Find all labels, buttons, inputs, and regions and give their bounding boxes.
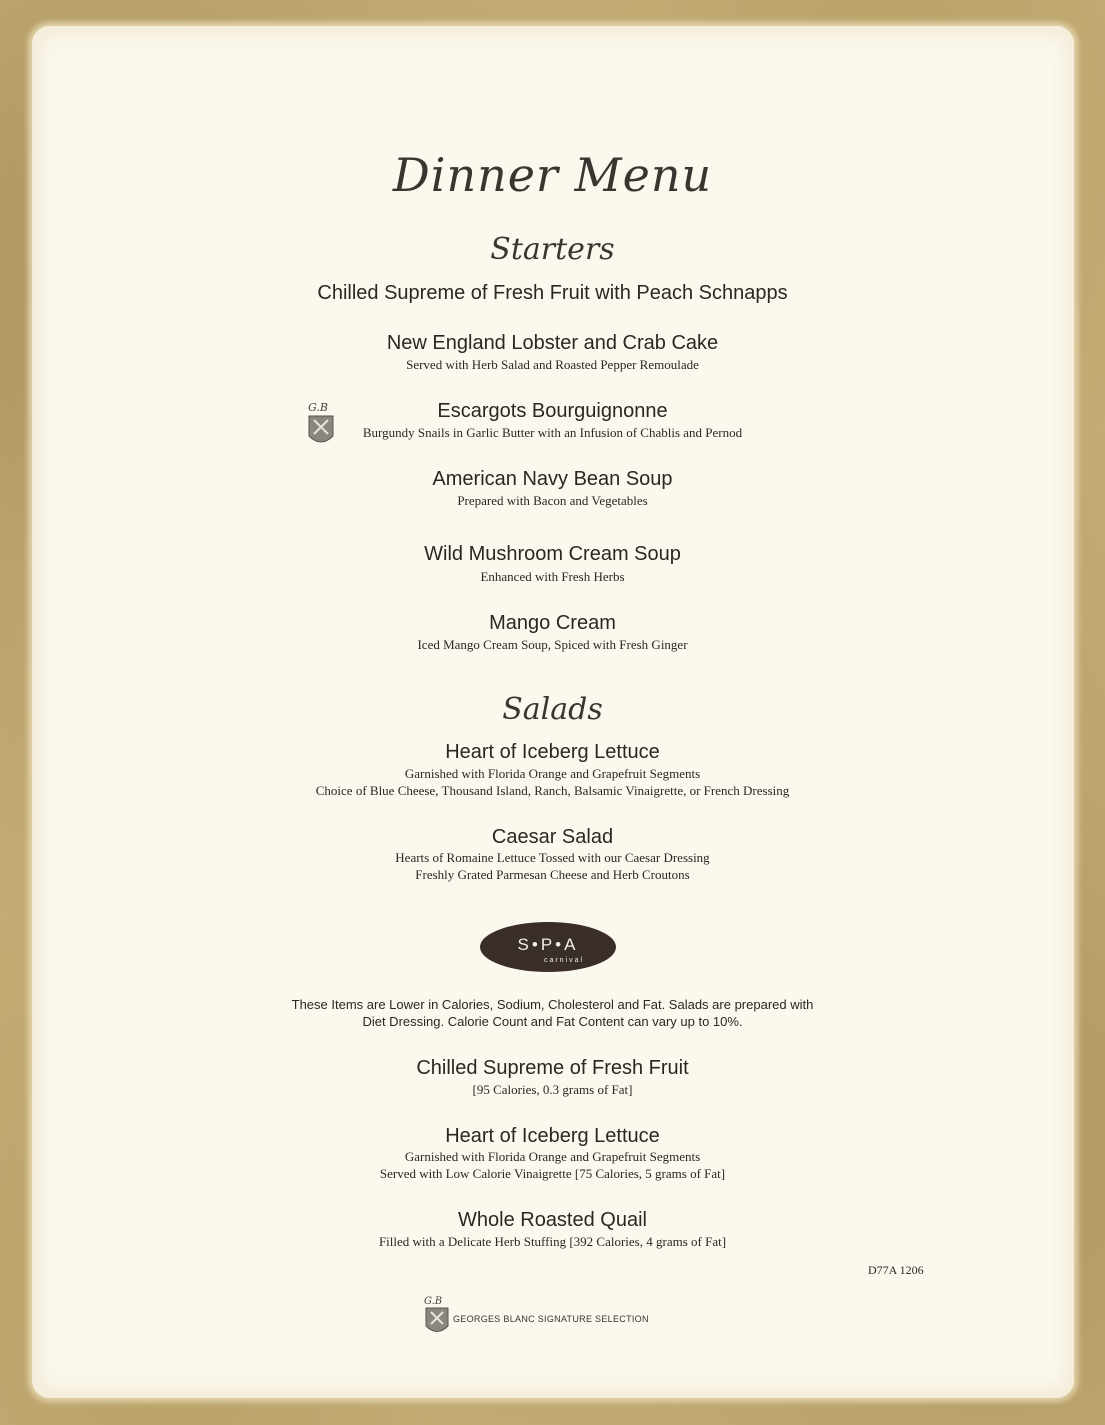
starter-dish-name: Wild Mushroom Cream Soup <box>424 543 681 565</box>
salad-dish-name: Heart of Iceberg Lettuce <box>445 741 660 763</box>
starter-dish-desc: Burgundy Snails in Garlic Butter with an Infusion of Chablis and Pernod <box>362 425 743 440</box>
spa-dish-desc: Filled with a Delicate Herb Stuffing [392 Calories, 4 grams of Fat] <box>378 1234 727 1249</box>
georges-blanc-badge-icon <box>422 1294 452 1340</box>
starter-dish-name: American Navy Bean Soup <box>432 468 673 490</box>
starter-dish-desc: Enhanced with Fresh Herbs <box>480 569 625 584</box>
starter-dish-desc: Prepared with Bacon and Vegetables <box>457 493 648 508</box>
spa-carnival-logo <box>480 922 616 972</box>
spa-dish-name: Heart of Iceberg Lettuce <box>445 1125 660 1147</box>
badge-monogram: G.B <box>424 1296 443 1307</box>
salads-heading: Salads <box>502 692 603 727</box>
starters-heading: Starters <box>490 232 615 267</box>
starter-dish-desc: Iced Mango Cream Soup, Spiced with Fresh Ginger <box>417 637 688 652</box>
spa-disclaimer: These Items are Lower in Calories, Sodium, Cholesterol and Fat. Salads are prepared with <box>291 997 814 1012</box>
salad-dish-desc: Garnished with Florida Orange and Grapefruit Segments <box>404 766 701 781</box>
starter-dish-name: New England Lobster and Crab Cake <box>386 332 719 354</box>
spa-dish-desc: [95 Calories, 0.3 grams of Fat] <box>472 1082 633 1097</box>
starter-dish-name: Mango Cream <box>489 612 616 634</box>
starter-dish-name: Chilled Supreme of Fresh Fruit with Peach Schnapps <box>317 282 788 304</box>
spa-logo-text: S•P•A <box>517 935 579 954</box>
starter-dish-name: Escargots Bourguignonne <box>437 400 668 422</box>
signature-selection-text: GEORGES BLANC SIGNATURE SELECTION <box>453 1314 649 1324</box>
spa-dish-desc: Garnished with Florida Orange and Grapefruit Segments <box>404 1149 701 1164</box>
spa-dish-name: Whole Roasted Quail <box>458 1209 647 1231</box>
signature-selection-footer <box>422 1294 682 1338</box>
spa-disclaimer: Diet Dressing. Calorie Count and Fat Content can vary up to 10%. <box>362 1014 743 1029</box>
salad-dish-desc: Choice of Blue Cheese, Thousand Island, Ranch, Balsamic Vinaigrette, or French Dressing <box>315 783 790 798</box>
menu-title: Dinner Menu <box>392 148 713 202</box>
spa-dish-desc: Served with Low Calorie Vinaigrette [75 Calories, 5 grams of Fat] <box>379 1166 726 1181</box>
badge-monogram: G.B <box>308 401 328 414</box>
salad-dish-name: Caesar Salad <box>491 826 614 848</box>
spa-logo-subtext: carnival <box>543 957 585 964</box>
salad-dish-desc: Hearts of Romaine Lettuce Tossed with our Caesar Dressing <box>395 850 710 865</box>
menu-code: D77A 1206 <box>868 1263 924 1277</box>
salad-dish-desc: Freshly Grated Parmesan Cheese and Herb Croutons <box>415 867 690 882</box>
starter-dish-desc: Served with Herb Salad and Roasted Pepper Remoulade <box>406 357 699 372</box>
spa-dish-name: Chilled Supreme of Fresh Fruit <box>416 1057 689 1079</box>
